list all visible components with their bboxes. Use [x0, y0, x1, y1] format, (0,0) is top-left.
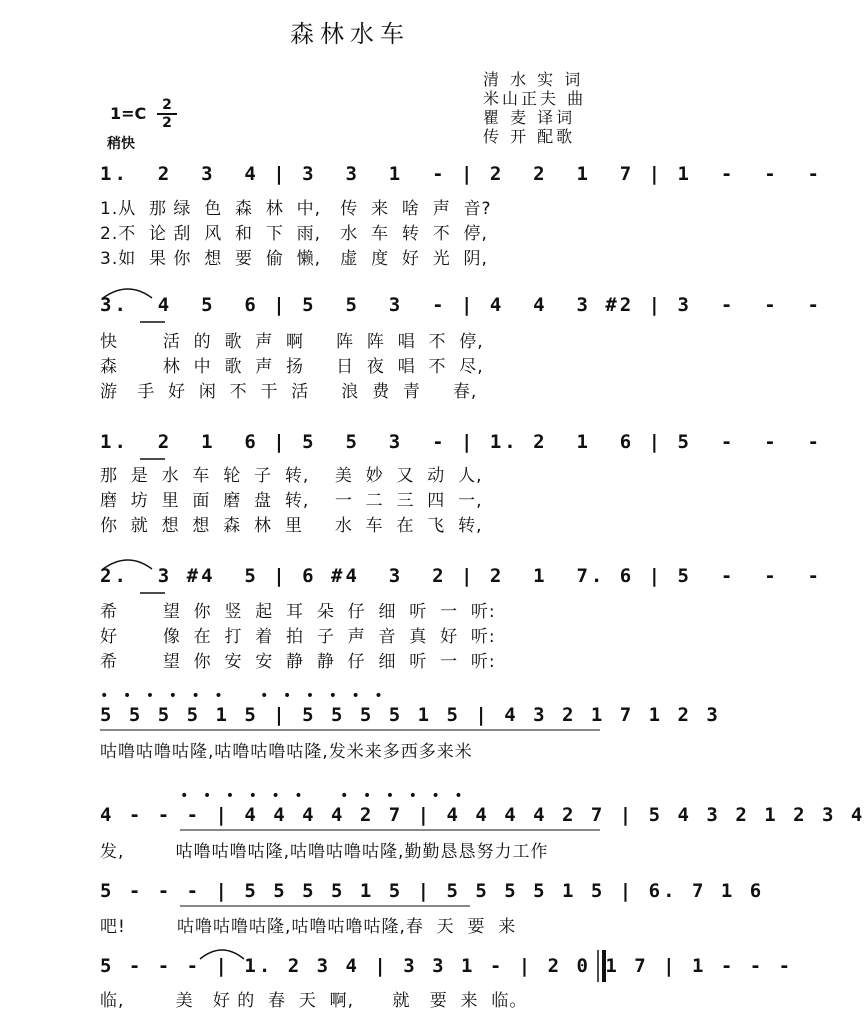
lyrics-row-3-v2: 磨 坊 里 面 磨 盘 转, 一 二 三 四 一,	[100, 491, 483, 511]
lyrics-row-1-v2: 2.不 论 刮 风 和 下 雨, 水 车 转 不 停,	[100, 224, 488, 244]
lyrics-row-1-v1: 1.从 那 绿 色 森 林 中, 传 来 啥 声 音?	[100, 199, 492, 219]
credit-arranger: 传 开 配歌	[483, 127, 576, 146]
slur-row-8	[200, 950, 244, 959]
lyrics-row-4-v3: 希 望 你 安 安 静 静 仔 细 听 一 听:	[100, 652, 496, 672]
high-octave-dots-row-6: • • • • • • • • • • • •	[180, 788, 466, 804]
lyrics-row-3-v3: 你 就 想 想 森 林 里 水 车 在 飞 转,	[100, 516, 483, 536]
lyrics-row-2-v3: 游 手 好 闲 不 干 活 浪 费 青 春,	[100, 382, 478, 402]
meter-bottom: 2	[162, 115, 172, 131]
notes-row-6: 4 - - - | 4 4 4 4 2 7 | 4 4 4 4 2 7 | 5 4 3 2 1 2 3 4	[100, 804, 865, 826]
lyrics-row-1-v3: 3.如 果 你 想 要 偷 懒, 虚 度 好 光 阴,	[100, 249, 488, 269]
lyrics-row-2-v1: 快 活 的 歌 声 啊 阵 阵 唱 不 停,	[100, 332, 484, 352]
lyrics-row-4-v1: 希 望 你 竖 起 耳 朵 仔 细 听 一 听:	[100, 602, 496, 622]
lyrics-row-2-v2: 森 林 中 歌 声 扬 日 夜 唱 不 尽,	[100, 357, 484, 377]
notes-row-1: 1. 2 3 4 | 3 3 1 - | 2 2 1 7 | 1 - - -	[100, 163, 822, 185]
notes-row-3: 1. 2 1 6 | 5 5 3 - | 1. 2 1 6 | 5 - - -	[100, 431, 822, 453]
slur-row-2	[103, 289, 152, 298]
high-octave-dots-row-5: • • • • • • • • • • • •	[100, 688, 386, 704]
key-signature: 1=C	[110, 104, 147, 123]
notes-row-8: 5 - - - | 1. 2 3 4 | 3 3 1 - | 2 0 1 7 | 1 - - -	[100, 955, 794, 977]
credit-translator: 瞿 麦 译词	[483, 108, 576, 127]
slur-row-4	[103, 560, 152, 569]
song-title: 森林水车	[290, 20, 410, 48]
lyrics-row-8: 临, 美 好 的 春 天 啊, 就 要 来 临。	[100, 991, 528, 1011]
lyrics-row-5: 咕噜咕噜咕隆,咕噜咕噜咕隆,发米来多西多来米	[100, 742, 473, 762]
notes-row-7: 5 - - - | 5 5 5 5 1 5 | 5 5 5 5 1 5 | 6. 7 1 6	[100, 880, 765, 902]
notes-row-2: 3. 4 5 6 | 5 5 3 - | 4 4 3 #2 | 3 - - -	[100, 294, 822, 316]
credit-lyricist: 清 水 实 词	[483, 70, 584, 89]
tempo-marking: 稍快	[107, 136, 135, 152]
lyrics-row-7: 吧! 咕噜咕噜咕隆,咕噜咕噜咕隆,春 天 要 来	[100, 917, 517, 937]
meter-top: 2	[162, 97, 172, 113]
notes-row-4: 2. 3 #4 5 | 6 #4 3 2 | 2 1 7. 6 | 5 - - -	[100, 565, 822, 587]
notes-row-5: 5 5 5 5 1 5 | 5 5 5 5 1 5 | 4 3 2 1 7 1 2 3	[100, 704, 721, 726]
credit-composer: 米山正夫 曲	[483, 89, 587, 108]
lyrics-row-6: 发, 咕噜咕噜咕隆,咕噜咕噜咕隆,勤勤恳恳努力工作	[100, 842, 549, 862]
lyrics-row-4-v2: 好 像 在 打 着 拍 子 声 音 真 好 听:	[100, 627, 496, 647]
lyrics-row-3-v1: 那 是 水 车 轮 子 转, 美 妙 又 动 人,	[100, 466, 483, 486]
